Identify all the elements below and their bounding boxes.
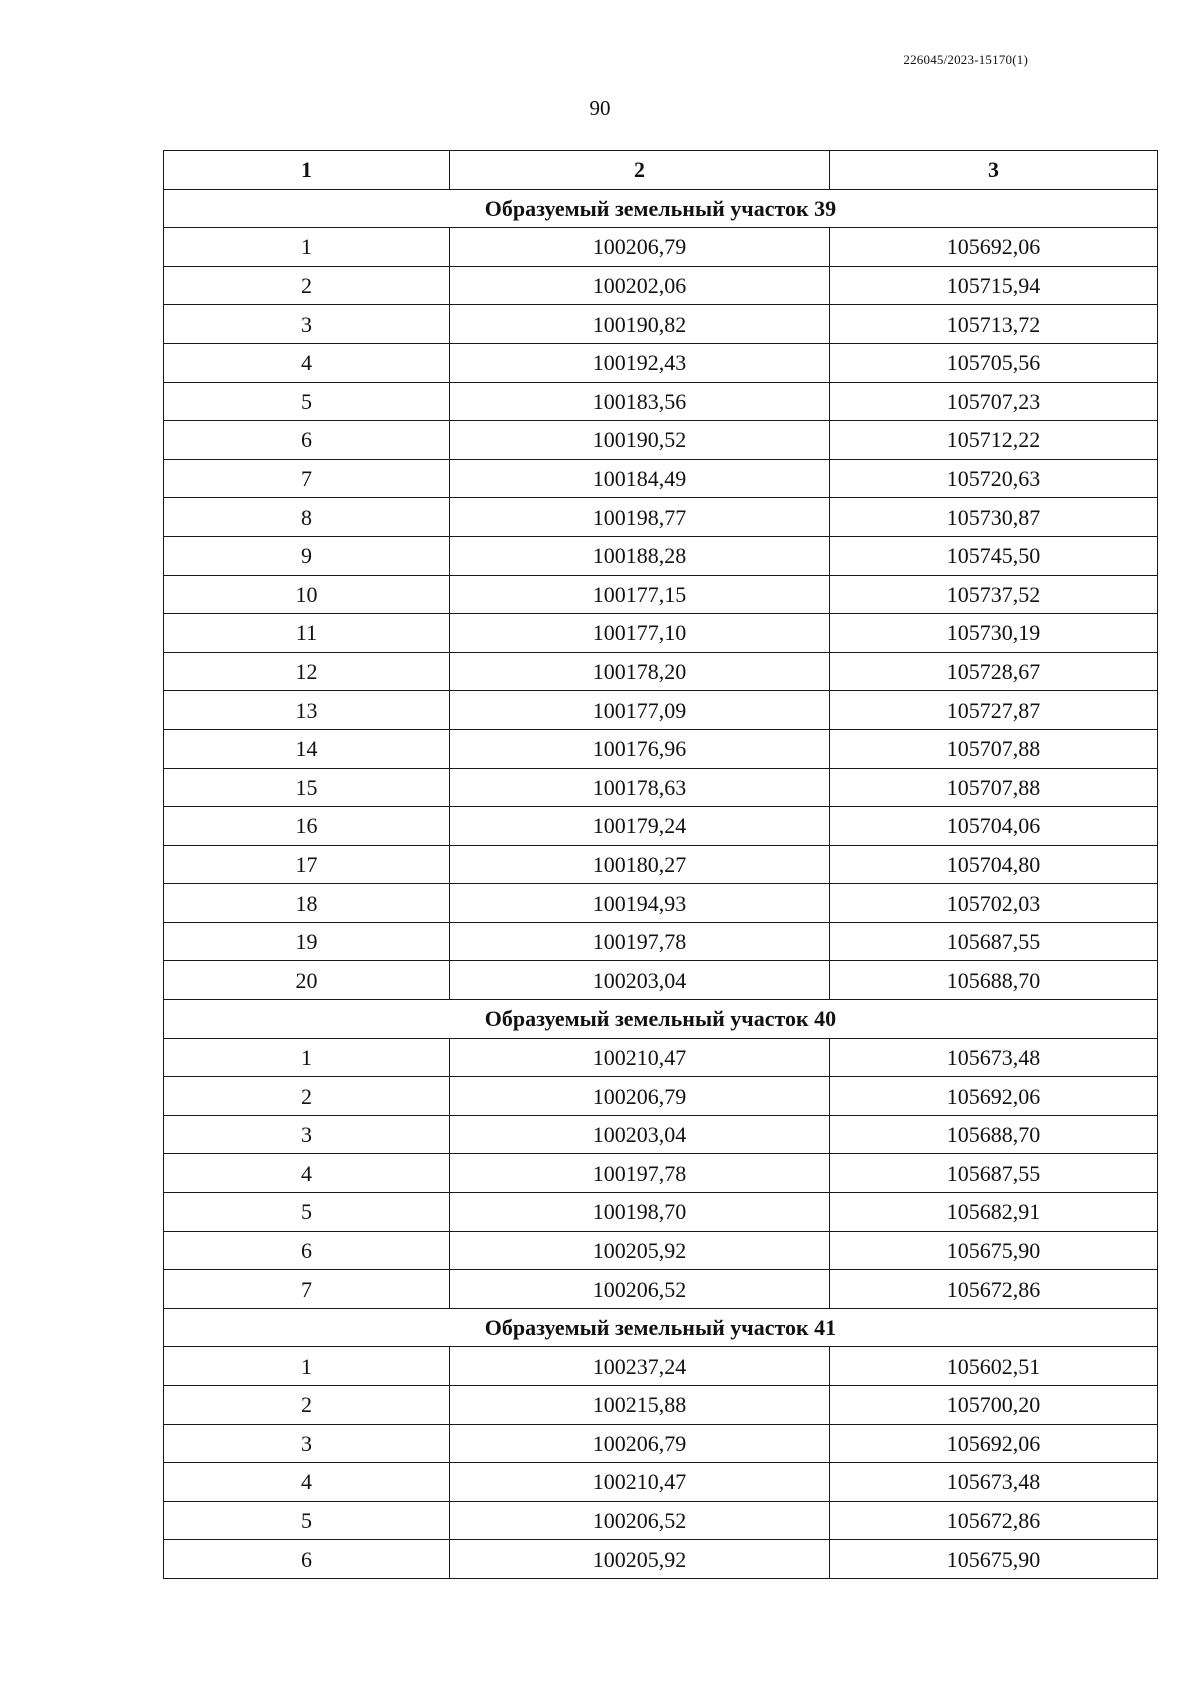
y-coordinate-cell: 105727,87 bbox=[830, 691, 1158, 730]
section-title: Образуемый земельный участок 40 bbox=[164, 1000, 1158, 1039]
x-coordinate-cell: 100202,06 bbox=[450, 266, 830, 305]
x-coordinate-cell: 100184,49 bbox=[450, 459, 830, 498]
table-body bbox=[164, 189, 1158, 1578]
y-coordinate-cell: 105672,86 bbox=[830, 1501, 1158, 1540]
table-row bbox=[164, 1077, 1158, 1116]
point-number-cell: 6 bbox=[164, 1231, 450, 1270]
section-title-row bbox=[164, 1000, 1158, 1039]
x-coordinate-cell: 100197,78 bbox=[450, 1154, 830, 1193]
y-coordinate-cell: 105675,90 bbox=[830, 1540, 1158, 1579]
table-row bbox=[164, 961, 1158, 1000]
point-number-cell: 20 bbox=[164, 961, 450, 1000]
point-number-cell: 6 bbox=[164, 1540, 450, 1579]
table-row bbox=[164, 614, 1158, 653]
y-coordinate-cell: 105705,56 bbox=[830, 343, 1158, 382]
x-coordinate-cell: 100206,79 bbox=[450, 228, 830, 267]
x-coordinate-cell: 100192,43 bbox=[450, 343, 830, 382]
table-row bbox=[164, 1038, 1158, 1077]
y-coordinate-cell: 105688,70 bbox=[830, 1115, 1158, 1154]
point-number-cell: 15 bbox=[164, 768, 450, 807]
point-number-cell: 4 bbox=[164, 1154, 450, 1193]
point-number-cell: 1 bbox=[164, 1347, 450, 1386]
table-row bbox=[164, 807, 1158, 846]
y-coordinate-cell: 105675,90 bbox=[830, 1231, 1158, 1270]
point-number-cell: 7 bbox=[164, 1270, 450, 1309]
x-coordinate-cell: 100215,88 bbox=[450, 1386, 830, 1425]
x-coordinate-cell: 100210,47 bbox=[450, 1038, 830, 1077]
x-coordinate-cell: 100183,56 bbox=[450, 382, 830, 421]
y-coordinate-cell: 105602,51 bbox=[830, 1347, 1158, 1386]
x-coordinate-cell: 100206,79 bbox=[450, 1077, 830, 1116]
table-row bbox=[164, 1501, 1158, 1540]
x-coordinate-cell: 100177,15 bbox=[450, 575, 830, 614]
point-number-cell: 5 bbox=[164, 1501, 450, 1540]
x-coordinate-cell: 100177,09 bbox=[450, 691, 830, 730]
x-coordinate-cell: 100178,63 bbox=[450, 768, 830, 807]
point-number-cell: 16 bbox=[164, 807, 450, 846]
point-number-cell: 1 bbox=[164, 1038, 450, 1077]
x-coordinate-cell: 100178,20 bbox=[450, 652, 830, 691]
x-coordinate-cell: 100203,04 bbox=[450, 961, 830, 1000]
y-coordinate-cell: 105700,20 bbox=[830, 1386, 1158, 1425]
table-row bbox=[164, 1115, 1158, 1154]
x-coordinate-cell: 100205,92 bbox=[450, 1540, 830, 1579]
section-title: Образуемый земельный участок 39 bbox=[164, 189, 1158, 228]
point-number-cell: 8 bbox=[164, 498, 450, 537]
x-coordinate-cell: 100190,82 bbox=[450, 305, 830, 344]
table-row bbox=[164, 1386, 1158, 1425]
table-row bbox=[164, 652, 1158, 691]
point-number-cell: 1 bbox=[164, 228, 450, 267]
x-coordinate-cell: 100206,52 bbox=[450, 1501, 830, 1540]
y-coordinate-cell: 105704,06 bbox=[830, 807, 1158, 846]
x-coordinate-cell: 100198,70 bbox=[450, 1193, 830, 1232]
y-coordinate-cell: 105673,48 bbox=[830, 1463, 1158, 1502]
y-coordinate-cell: 105704,80 bbox=[830, 845, 1158, 884]
point-number-cell: 4 bbox=[164, 343, 450, 382]
point-number-cell: 2 bbox=[164, 1077, 450, 1116]
y-coordinate-cell: 105673,48 bbox=[830, 1038, 1158, 1077]
y-coordinate-cell: 105712,22 bbox=[830, 421, 1158, 460]
y-coordinate-cell: 105745,50 bbox=[830, 536, 1158, 575]
header-cell-1: 1 bbox=[164, 151, 450, 190]
y-coordinate-cell: 105737,52 bbox=[830, 575, 1158, 614]
y-coordinate-cell: 105692,06 bbox=[830, 1077, 1158, 1116]
y-coordinate-cell: 105687,55 bbox=[830, 1154, 1158, 1193]
x-coordinate-cell: 100198,77 bbox=[450, 498, 830, 537]
header-cell-3: 3 bbox=[830, 151, 1158, 190]
table-header bbox=[164, 151, 1158, 190]
table-row bbox=[164, 228, 1158, 267]
table-row bbox=[164, 266, 1158, 305]
x-coordinate-cell: 100203,04 bbox=[450, 1115, 830, 1154]
x-coordinate-cell: 100176,96 bbox=[450, 729, 830, 768]
table-row bbox=[164, 1540, 1158, 1579]
y-coordinate-cell: 105692,06 bbox=[830, 1424, 1158, 1463]
table-row bbox=[164, 575, 1158, 614]
section-title-row bbox=[164, 1308, 1158, 1347]
point-number-cell: 11 bbox=[164, 614, 450, 653]
table-row bbox=[164, 305, 1158, 344]
table-row bbox=[164, 1270, 1158, 1309]
point-number-cell: 7 bbox=[164, 459, 450, 498]
y-coordinate-cell: 105707,88 bbox=[830, 768, 1158, 807]
y-coordinate-cell: 105702,03 bbox=[830, 884, 1158, 923]
table-row bbox=[164, 1424, 1158, 1463]
y-coordinate-cell: 105720,63 bbox=[830, 459, 1158, 498]
table-row bbox=[164, 498, 1158, 537]
point-number-cell: 5 bbox=[164, 1193, 450, 1232]
y-coordinate-cell: 105713,72 bbox=[830, 305, 1158, 344]
point-number-cell: 2 bbox=[164, 266, 450, 305]
x-coordinate-cell: 100190,52 bbox=[450, 421, 830, 460]
point-number-cell: 18 bbox=[164, 884, 450, 923]
point-number-cell: 2 bbox=[164, 1386, 450, 1425]
y-coordinate-cell: 105692,06 bbox=[830, 228, 1158, 267]
table-row bbox=[164, 382, 1158, 421]
y-coordinate-cell: 105687,55 bbox=[830, 922, 1158, 961]
x-coordinate-cell: 100180,27 bbox=[450, 845, 830, 884]
table-row bbox=[164, 421, 1158, 460]
point-number-cell: 12 bbox=[164, 652, 450, 691]
point-number-cell: 9 bbox=[164, 536, 450, 575]
header-cell-2: 2 bbox=[450, 151, 830, 190]
y-coordinate-cell: 105688,70 bbox=[830, 961, 1158, 1000]
y-coordinate-cell: 105728,67 bbox=[830, 652, 1158, 691]
table-row bbox=[164, 1347, 1158, 1386]
point-number-cell: 5 bbox=[164, 382, 450, 421]
x-coordinate-cell: 100188,28 bbox=[450, 536, 830, 575]
table-row bbox=[164, 1463, 1158, 1502]
y-coordinate-cell: 105672,86 bbox=[830, 1270, 1158, 1309]
section-title-row bbox=[164, 189, 1158, 228]
x-coordinate-cell: 100206,52 bbox=[450, 1270, 830, 1309]
x-coordinate-cell: 100206,79 bbox=[450, 1424, 830, 1463]
table-row bbox=[164, 768, 1158, 807]
point-number-cell: 3 bbox=[164, 1424, 450, 1463]
x-coordinate-cell: 100205,92 bbox=[450, 1231, 830, 1270]
point-number-cell: 6 bbox=[164, 421, 450, 460]
table-row bbox=[164, 1154, 1158, 1193]
y-coordinate-cell: 105682,91 bbox=[830, 1193, 1158, 1232]
table-row bbox=[164, 922, 1158, 961]
page-number: 90 bbox=[589, 96, 611, 120]
point-number-cell: 10 bbox=[164, 575, 450, 614]
y-coordinate-cell: 105715,94 bbox=[830, 266, 1158, 305]
header-row bbox=[164, 151, 1158, 190]
point-number-cell: 17 bbox=[164, 845, 450, 884]
table-row bbox=[164, 343, 1158, 382]
table-row bbox=[164, 884, 1158, 923]
table-row bbox=[164, 459, 1158, 498]
table-row bbox=[164, 536, 1158, 575]
point-number-cell: 3 bbox=[164, 305, 450, 344]
table-row bbox=[164, 1193, 1158, 1232]
point-number-cell: 14 bbox=[164, 729, 450, 768]
coordinates-table bbox=[163, 150, 1158, 1579]
table-row bbox=[164, 691, 1158, 730]
table-row bbox=[164, 845, 1158, 884]
y-coordinate-cell: 105707,23 bbox=[830, 382, 1158, 421]
section-title: Образуемый земельный участок 41 bbox=[164, 1308, 1158, 1347]
x-coordinate-cell: 100237,24 bbox=[450, 1347, 830, 1386]
table-row bbox=[164, 729, 1158, 768]
point-number-cell: 4 bbox=[164, 1463, 450, 1502]
table-row bbox=[164, 1231, 1158, 1270]
x-coordinate-cell: 100194,93 bbox=[450, 884, 830, 923]
point-number-cell: 19 bbox=[164, 922, 450, 961]
point-number-cell: 13 bbox=[164, 691, 450, 730]
x-coordinate-cell: 100197,78 bbox=[450, 922, 830, 961]
y-coordinate-cell: 105707,88 bbox=[830, 729, 1158, 768]
x-coordinate-cell: 100210,47 bbox=[450, 1463, 830, 1502]
y-coordinate-cell: 105730,87 bbox=[830, 498, 1158, 537]
x-coordinate-cell: 100177,10 bbox=[450, 614, 830, 653]
x-coordinate-cell: 100179,24 bbox=[450, 807, 830, 846]
point-number-cell: 3 bbox=[164, 1115, 450, 1154]
document-id: 226045/2023-15170(1) bbox=[903, 52, 1028, 67]
y-coordinate-cell: 105730,19 bbox=[830, 614, 1158, 653]
